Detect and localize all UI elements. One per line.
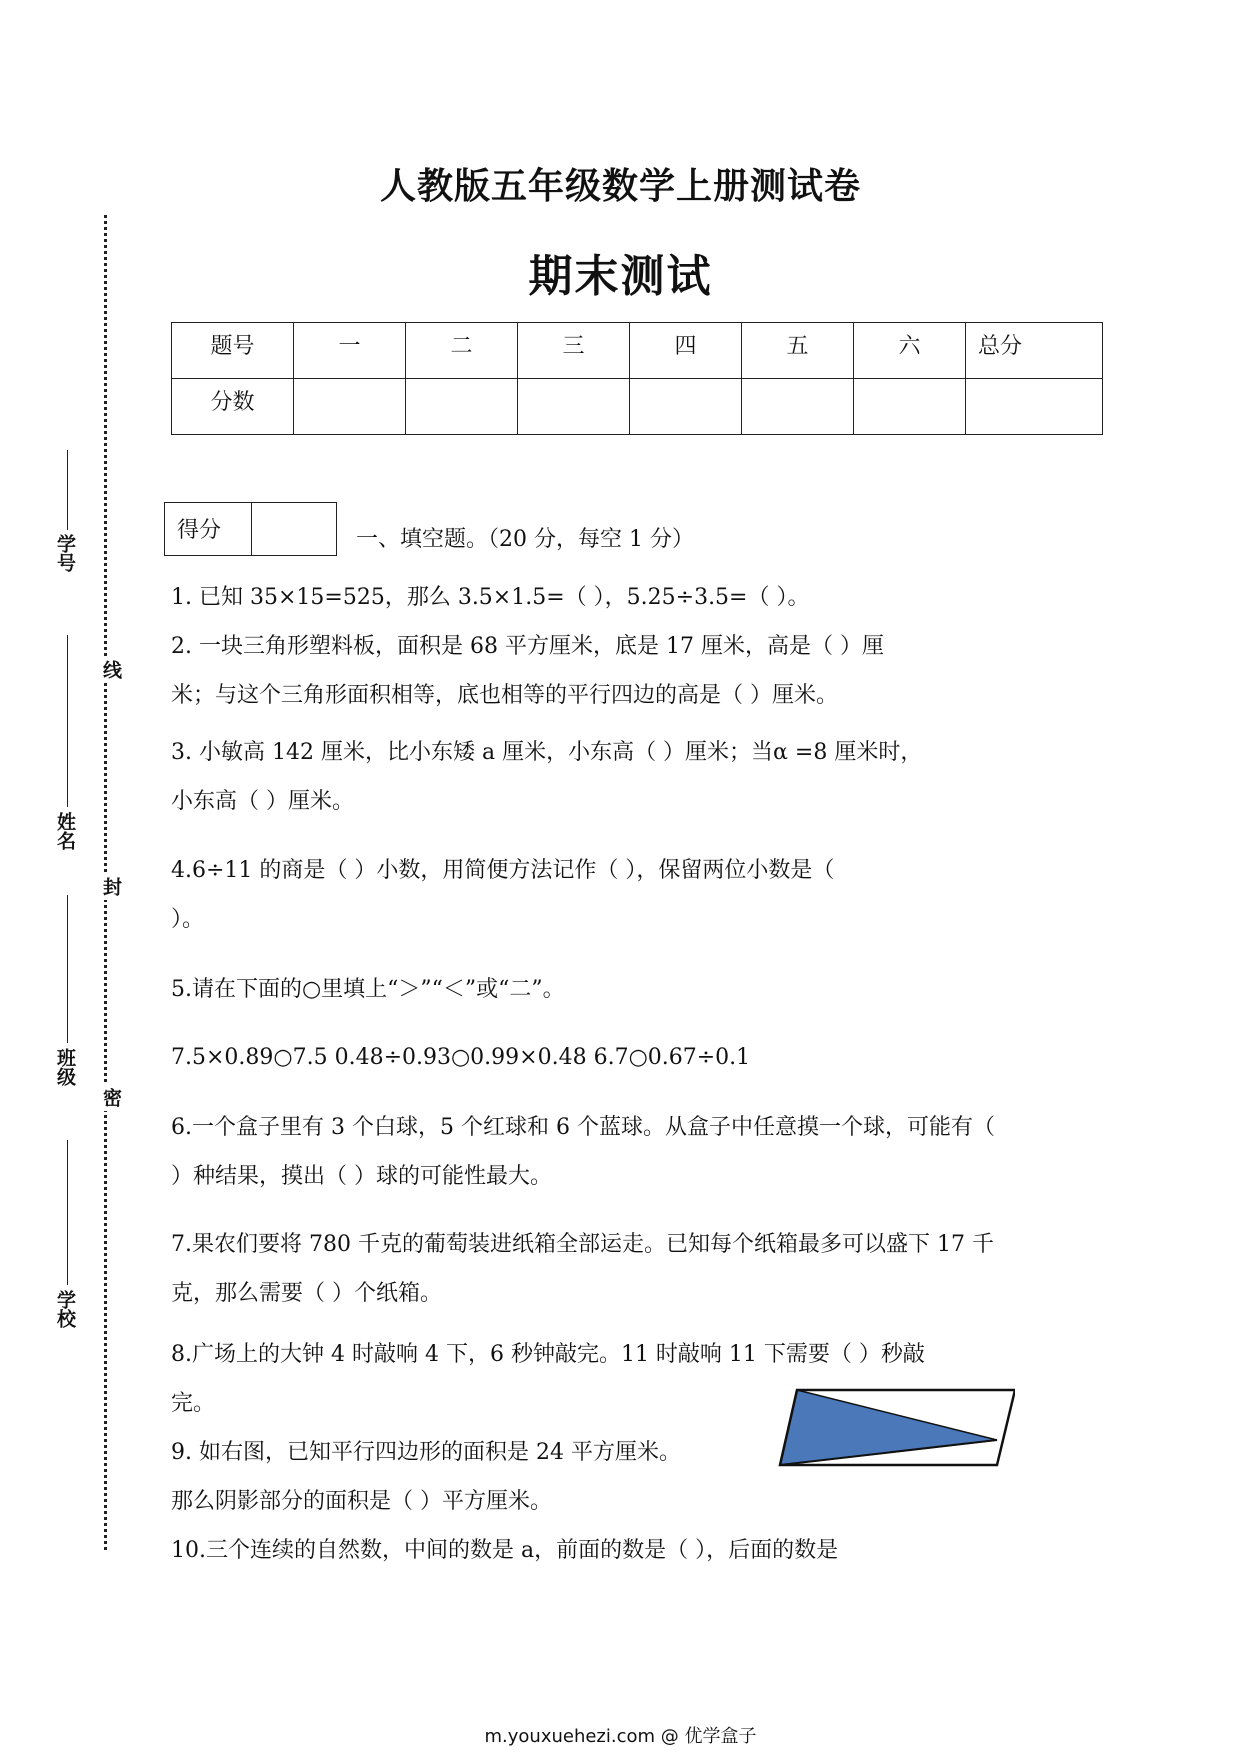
score-table-header-cell: 一 — [294, 323, 406, 379]
parallelogram-diagram — [775, 1385, 1015, 1470]
score-table-header-cell: 题号 — [172, 323, 294, 379]
seal-word-secret: 密 — [98, 1084, 125, 1111]
question-line: 1. 已知 35×15=525，那么 3.5×1.5=（ ），5.25÷3.5=（ ）。 — [171, 585, 810, 610]
question-5-comparisons — [171, 1033, 1091, 1082]
school-blank[interactable] — [67, 1140, 68, 1285]
question-line: ）种结果，摸出（ ）球的可能性最大。 — [171, 1164, 552, 1189]
question-7 — [171, 1220, 1091, 1318]
class-blank[interactable] — [67, 895, 68, 1043]
score-table-header-cell: 六 — [854, 323, 966, 379]
score-table-header-cell: 总分 — [966, 323, 1103, 379]
score-table-score-row — [172, 379, 1103, 435]
score-cell[interactable] — [966, 379, 1103, 435]
page-title: 人教版五年级数学上册测试卷 — [379, 166, 861, 207]
question-line: 完。 — [171, 1391, 216, 1416]
question-6 — [171, 1103, 1091, 1201]
question-line: 米；与这个三角形面积相等，底也相等的平行四边的高是（ ）厘米。 — [171, 683, 838, 708]
student-id-label: 学号 — [54, 534, 76, 572]
score-table-header-row — [172, 323, 1103, 379]
section-heading: 一、填空题。（20 分，每空 1 分） — [356, 527, 694, 552]
class-label: 班级 — [54, 1048, 76, 1086]
section-score-box — [164, 502, 337, 556]
question-line: 4.6÷11 的商是（ ）小数，用简便方法记作（ ），保留两位小数是（ — [171, 858, 835, 883]
question-line: 3. 小敏高 142 厘米，比小东矮 a 厘米，小东高（ ）厘米；当α =8 厘米时， — [171, 740, 923, 765]
score-cell[interactable] — [406, 379, 518, 435]
section-score-label: 得分 — [165, 503, 252, 555]
question-4 — [171, 846, 1091, 944]
student-id-blank[interactable] — [67, 450, 68, 530]
question-1 — [171, 573, 1091, 622]
school-label: 学校 — [54, 1290, 76, 1328]
question-line: 10.三个连续的自然数，中间的数是 a，前面的数是（ ），后面的数是 — [171, 1538, 839, 1563]
score-cell[interactable] — [630, 379, 742, 435]
score-cell[interactable] — [518, 379, 630, 435]
question-line: 7.5×0.89○7.5 0.48÷0.93○0.99×0.48 6.7○0.67÷0.1 — [171, 1045, 751, 1070]
score-table-header-cell: 二 — [406, 323, 518, 379]
score-table-row-label: 分数 — [172, 379, 294, 435]
name-label: 姓名 — [54, 812, 76, 850]
question-line: 那么阴影部分的面积是（ ）平方厘米。 — [171, 1489, 552, 1514]
shaded-triangle — [780, 1390, 997, 1465]
question-line: 5.请在下面的○里填上“＞”“＜”或“二”。 — [171, 977, 565, 1002]
question-line: 9. 如右图，已知平行四边形的面积是 24 平方厘米。 — [171, 1440, 681, 1465]
score-table-header-cell: 五 — [742, 323, 854, 379]
question-line: 小东高（ ）厘米。 — [171, 789, 354, 814]
score-cell[interactable] — [854, 379, 966, 435]
question-line: 8.广场上的大钟 4 时敲响 4 下，6 秒钟敲完。11 时敲响 11 下需要（ ）秒敲 — [171, 1342, 925, 1367]
question-line: 2. 一块三角形塑料板，面积是 68 平方厘米，底是 17 厘米，高是（ ）厘 — [171, 634, 884, 659]
score-cell[interactable] — [294, 379, 406, 435]
question-line: ）。 — [171, 907, 205, 932]
score-table-header-cell: 四 — [630, 323, 742, 379]
question-5 — [171, 965, 1091, 1014]
question-line: 7.果农们要将 780 千克的葡萄装进纸箱全部运走。已知每个纸箱最多可以盛下 17 千 — [171, 1232, 994, 1257]
name-blank[interactable] — [67, 635, 68, 807]
question-3 — [171, 728, 1091, 826]
page-subtitle: 期末测试 — [528, 251, 713, 302]
score-table-header-cell: 三 — [518, 323, 630, 379]
question-2 — [171, 622, 1091, 720]
section-score-field[interactable] — [252, 503, 336, 555]
footer-watermark: m.youxuehezi.com @ 优学盒子 — [484, 1726, 757, 1747]
question-line: 6.一个盒子里有 3 个白球，5 个红球和 6 个蓝球。从盒子中任意摸一个球，可能有（ — [171, 1115, 995, 1140]
seal-word-line: 线 — [98, 656, 125, 683]
question-10 — [171, 1526, 1091, 1575]
seal-word-seal: 封 — [98, 873, 125, 900]
score-cell[interactable] — [742, 379, 854, 435]
question-line: 克，那么需要（ ）个纸箱。 — [171, 1281, 442, 1306]
score-table — [171, 322, 1103, 435]
